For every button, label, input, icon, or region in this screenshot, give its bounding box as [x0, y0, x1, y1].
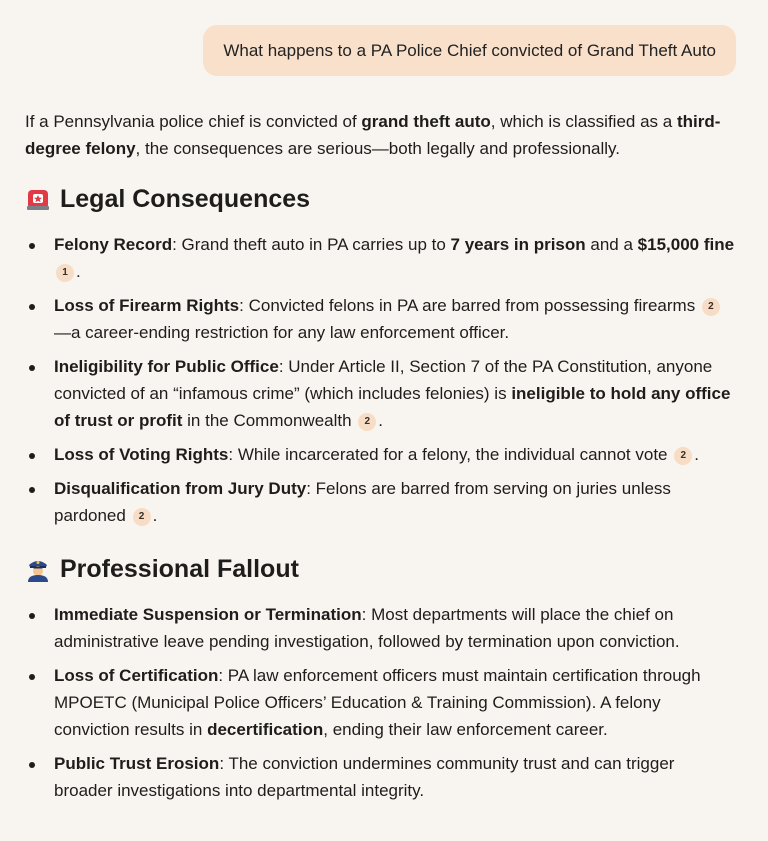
citation-badge[interactable]: 2: [358, 413, 376, 431]
item-text: , ending their law enforcement career.: [323, 720, 608, 739]
list-item: [25, 601, 737, 655]
item-bold: decertification: [207, 720, 324, 739]
assistant-answer: [25, 108, 737, 811]
item-text: : Felons are barred from serving on juries unless pardoned: [54, 479, 671, 525]
police-light-icon: [25, 186, 51, 212]
item-title: Loss of Certification: [54, 666, 219, 685]
item-bold: $15,000 fine: [637, 235, 735, 254]
intro-text: , which is classified as a: [490, 112, 677, 131]
professional-list: [25, 601, 737, 804]
item-title: Disqualification from Jury Duty: [54, 479, 307, 498]
user-message-text: What happens to a PA Police Chief convicted of Grand Theft Auto: [223, 40, 716, 60]
citation-badge[interactable]: 2: [133, 508, 151, 526]
item-text: : Under Article II, Section 7 of the PA Constitution, anyone convicted of an “infamous crime” (which includes felonies) is: [54, 357, 713, 403]
section-heading-text: Professional Fallout: [60, 554, 299, 583]
item-text: : The conviction undermines community trust and can trigger broader investigations into departmental integrity.: [54, 754, 675, 800]
list-item: [25, 750, 737, 804]
item-text: : While incarcerated for a felony, the individual cannot vote: [228, 445, 668, 464]
item-text: : PA law enforcement officers must maintain certification through MPOETC (Municipal Police Officers’ Education & Training Commission). A felony conviction results in: [54, 666, 701, 739]
list-item: [25, 662, 737, 743]
item-text: : Most departments will place the chief on administrative leave pending investigation, followed by termination upon conviction.: [54, 605, 680, 651]
intro-text: If a Pennsylvania police chief is convicted of: [25, 112, 362, 131]
item-bold: 7 years in prison: [450, 235, 586, 254]
police-officer-icon: [25, 556, 51, 582]
item-text: : Grand theft auto in PA carries up to: [172, 235, 451, 254]
item-bold: ineligible to hold any office of trust or profit: [54, 384, 731, 430]
item-text: .: [694, 445, 699, 464]
item-title: Felony Record: [54, 235, 173, 254]
item-text: in the Commonwealth: [182, 411, 352, 430]
item-text: .: [378, 411, 384, 430]
list-item: [25, 292, 737, 346]
intro-paragraph: [25, 108, 737, 162]
list-item: [25, 441, 737, 468]
citation-badge[interactable]: 1: [56, 264, 74, 282]
legal-list: [25, 231, 737, 529]
intro-text: , the consequences are serious—both legally and professionally.: [135, 139, 621, 158]
item-text: .: [152, 506, 158, 525]
list-item: [25, 353, 737, 434]
item-title: Public Trust Erosion: [54, 754, 220, 773]
item-title: Immediate Suspension or Termination: [54, 605, 362, 624]
item-text: —a career-ending restriction for any law enforcement officer.: [54, 323, 510, 342]
intro-bold: third-degree felony: [25, 112, 721, 158]
section-heading-legal: [25, 179, 737, 219]
section-heading-text: Legal Consequences: [60, 184, 311, 213]
item-title: Loss of Voting Rights: [54, 445, 229, 464]
item-text: : Convicted felons in PA are barred from possessing firearms: [239, 296, 700, 315]
item-title: Loss of Firearm Rights: [54, 296, 240, 315]
citation-badge[interactable]: 2: [702, 298, 720, 316]
item-text: and a: [585, 235, 638, 254]
item-text: .: [76, 262, 81, 281]
list-item: [25, 231, 737, 285]
item-title: Ineligibility for Public Office: [54, 357, 279, 376]
intro-bold: grand theft auto: [361, 112, 491, 131]
user-message-bubble: [203, 25, 736, 76]
section-heading-professional: [25, 549, 737, 589]
list-item: [25, 475, 737, 529]
citation-badge[interactable]: 2: [674, 447, 692, 465]
